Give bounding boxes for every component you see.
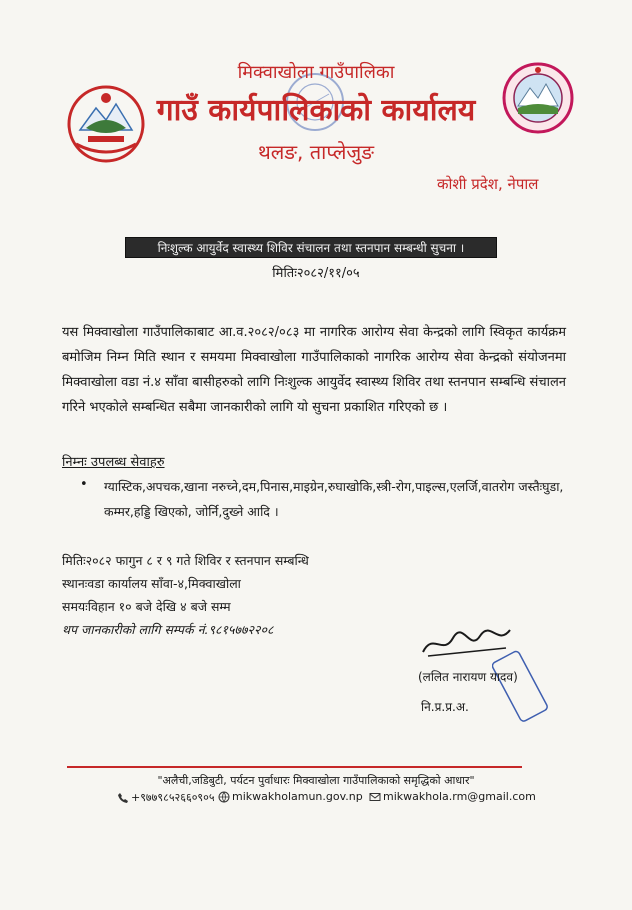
services-list: ग्यास्टिक,अपचक,खाना नरुच्ने,दम,पिनास,माइग्रेन,रुघाखोकि,स्त्री-रोग,पाइल्स,एलर्जि,वातरोग जस्तैःघुडा, कम्मर,हड्डि खिएको, जोर्नि,दुख्ने आदि । [104, 479, 564, 519]
services-heading: निम्नः उपलब्ध सेवाहरु [62, 455, 165, 470]
contact-number: थप जानकारीको लागि सम्पर्क नं.९८१५७७२२०८ [62, 622, 274, 637]
office-title: गाउँ कार्यपालिकाको कार्यालय [156, 93, 476, 128]
phone-icon [117, 792, 129, 804]
province-label: कोशी प्रदेश, नेपाल [437, 175, 539, 193]
footer-email[interactable] [369, 790, 536, 803]
email-link[interactable]: mikwakhola.rm@gmail.com [383, 790, 536, 803]
signatory-name: (ललित नारायण यादव) [418, 670, 518, 684]
globe-icon [218, 791, 230, 803]
footer-divider [67, 766, 522, 768]
footer-phone [117, 790, 215, 805]
notice-title: निःशुल्क आयुर्वेद स्वास्थ्य शिविर संचालन तथा स्तनपान सम्बन्धी सुचना । [125, 237, 497, 258]
camp-date: मितिः२०८२ फागुन ८ र ९ गते शिविर र स्तनपान सम्बन्धि [62, 553, 309, 568]
website-link[interactable]: mikwakholamun.gov.np [232, 790, 363, 803]
phone-number: +९७७९८५२६६०९०५ [131, 791, 215, 804]
notice-date: मितिः२०८२/११/०५ [272, 266, 360, 281]
notice-body: यस मिक्वाखोला गाउँपालिकाबाट आ.व.२०८२/०८३ मा नागरिक आरोग्य सेवा केन्द्रको लागि स्विकृत कार्यक्रम बमोजिम निम्न मिति स्थान र समयमा मिक्वाखोला गाउँपालिकाको नागरिक आरोग्य सेवा केन्द्रको संयोजनमा मिक्वाखोला वडा नं.४ साँवा बासीहरुको लागि निःशुल्क आयुर्वेद स्वास्थ्य शिविर तथा स्तनपान सम्बन्धि संचालन गरिने भएकोले सम्बन्धित सबैमा जानकारीको लागि यो सुचना प्रकाशित गरिएको छ । [62, 325, 566, 415]
signatory-title: नि.प्र.प्र.अ. [421, 700, 469, 714]
camp-time: समयःविहान १० बजे देखि ४ बजे सम्म [62, 599, 231, 614]
footer-website[interactable] [218, 790, 363, 803]
bullet-icon: • [80, 477, 88, 492]
footer-slogan: "अलैची,जडिबुटी, पर्यटन पुर्वाधारः मिक्वाखोला गाउँपालिकाको समृद्धिको आधार" [157, 774, 475, 787]
mail-icon [369, 791, 381, 803]
office-location: थलङ, ताप्लेजुङ [257, 140, 375, 164]
camp-place: स्थानःवडा कार्यालय साँवा-४,मिक्वाखोला [62, 576, 241, 591]
municipality-name: मिक्वाखोला गाउँपालिका [237, 62, 395, 83]
